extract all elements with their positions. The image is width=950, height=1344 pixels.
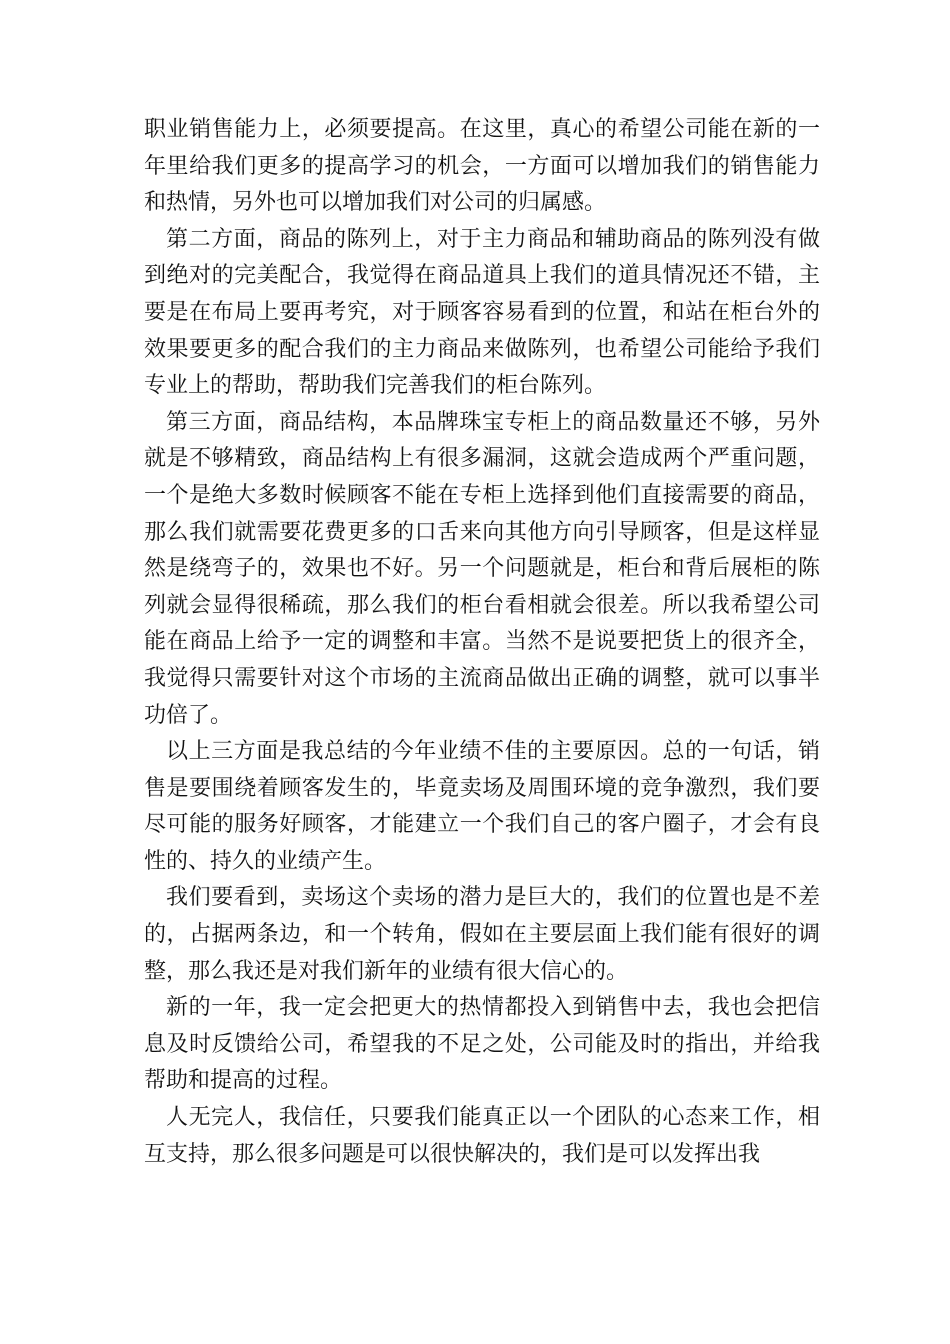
paragraph-1: 职业销售能力上，必须要提高。在这里，真心的希望公司能在新的一年里给我们更多的提高学习的机会，一方面可以增加我们的销售能力和热情，另外也可以增加我们对公司的归属感。 <box>144 117 820 216</box>
paragraph-2: 第二方面，商品的陈列上，对于主力商品和辅助商品的陈列没有做到绝对的完美配合，我觉得在商品道具上我们的道具情况还不错，主要是在布局上要再考究，对于顾客容易看到的位置，和站在柜台外的效果要更多的配合我们的主力商品来做陈列，也希望公司能给予我们专业上的帮助，帮助我们完善我们的柜台陈列。 <box>144 226 820 399</box>
paragraph-3: 第三方面，商品结构，本品牌珠宝专柜上的商品数量还不够，另外就是不够精致，商品结构上有很多漏洞，这就会造成两个严重问题，一个是绝大多数时候顾客不能在专柜上选择到他们直接需要的商品，那么我们就需要花费更多的口舌来向其他方向引导顾客，但是这样显然是绕弯子的，效果也不好。另一个问题就是，柜台和背后展柜的陈列就会显得很稀疏，那么我们的柜台看相就会很差。所以我希望公司能在商品上给予一定的调整和丰富。当然不是说要把货上的很齐全，我觉得只需要针对这个市场的主流商品做出正确的调整，就可以事半功倍了。 <box>144 409 820 728</box>
paragraph-4: 以上三方面是我总结的今年业绩不佳的主要原因。总的一句话，销售是要围绕着顾客发生的，毕竟卖场及周围环境的竞争激烈，我们要尽可能的服务好顾客，才能建立一个我们自己的客户圈子，才会有良性的、持久的业绩产生。 <box>144 739 820 874</box>
paragraph-7: 人无完人，我信任，只要我们能真正以一个团队的心态来工作，相互支持，那么很多问题是可以很快解决的，我们是可以发挥出我 <box>144 1105 820 1167</box>
document-page <box>144 112 820 1173</box>
paragraph-5: 我们要看到，卖场这个卖场的潜力是巨大的，我们的位置也是不差的，占据两条边，和一个转角，假如在主要层面上我们能有很好的调整，那么我还是对我们新年的业绩有很大信心的。 <box>144 885 820 984</box>
paragraph-6: 新的一年，我一定会把更大的热情都投入到销售中去，我也会把信息及时反馈给公司，希望我的不足之处，公司能及时的指出，并给我帮助和提高的过程。 <box>144 995 820 1094</box>
